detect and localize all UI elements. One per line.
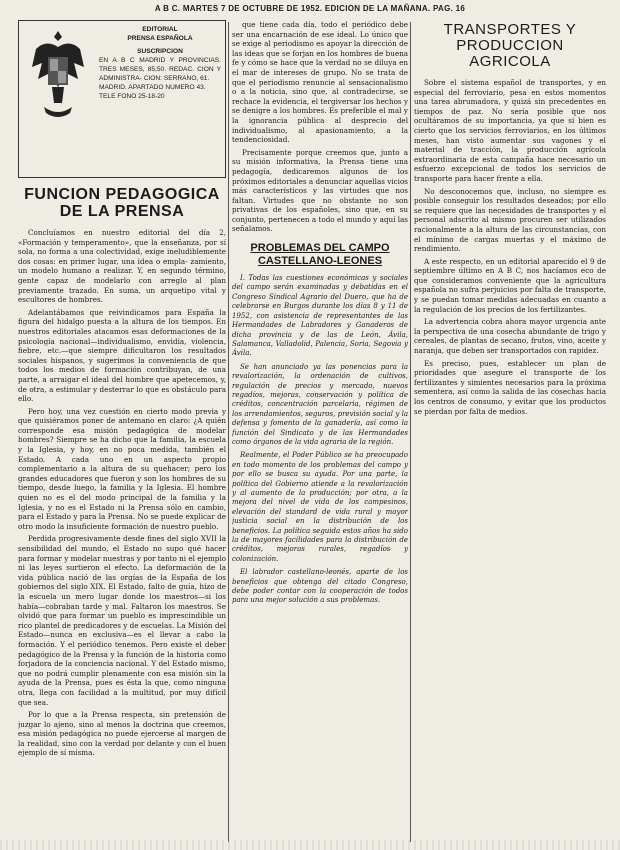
column-rule — [410, 22, 411, 842]
scan-edge — [0, 840, 620, 850]
paragraph: La advertencia cobra ahora mayor urgencia ante la perspectiva de una cosecha abundante de trigo y cereales, de plantas de secano, frutos, vino, aceite y naranja, que deben ser transportados con rapidez. — [414, 317, 606, 356]
paragraph: Es preciso, pues, establecer un plan de prioridades que asegure el transporte de los fertilizantes y simientes necesarios para la próxima sementera, así como la salida de las cosechas hacia los centros de consumo, y evitar que los productos se pierdan por falta de medios. — [414, 358, 606, 416]
masthead-line: EN A B C MADRID Y PROVINCIAS. TRES MESES, 85,50. REDAC. CION Y ADMINISTRA- CION: SERRANO, 61. — [99, 57, 221, 82]
paragraph: Por lo que a la Prensa respecta, sin pretensión de juzgar lo ajeno, sino al menos la doctrina que creemos, esa misión pedagógica no puede ejercerse al margen de la realidad, sino con la verdad por delante y con el buen ejemplo de sí misma. — [18, 710, 226, 758]
paragraph: Perdida progresivamente desde fines del siglo XVII la sensibilidad del mundo, el Estado no supo qué hacer para formar y modelar nuestras y por tanto ni el ejemplo ni las leyes surtieron el efecto. La deformación de la vida pública nació de las orgías de la España de los gobiernos del siglo XIX. El Estado, falto de guía, hizo de la escuela un mero lugar donde los maestros—si los había—cobraban tarde y mal. Faltaron los maestros. Se olvidó que para formar un pueblo es imprescindible un rico plantel de predicadores y de escuelas. La Misión del Estado—nunca en exclusiva—es el llevar a cabo la formación. Y el periódico tenemos. Pero existe el deber pedagógico de la Prensa y la función de la historia como forjadora de la conciencia nacional. Y del Estado mismo, que no podrá cumplir plenamente con esa misión sin la ayuda de la Prensa, pues es ésta la que, como ninguna otra, llega con facilidad a la multitud, por muy difícil que sea. — [18, 534, 226, 707]
headline-problemas-campo: PROBLEMAS DEL CAMPO CASTELLANO-LEONES — [250, 242, 390, 268]
paragraph: Adelantábamos que reivindicamos para España la figura del hidalgo puesta a la altura de los tiempos. En nuestros editoriales atacamos esas deformaciones de la psicología nacional—individualismo, envidia, violencia, fiebre, etc.—que siempre dificultaron los resultados sociales hispanos, y sugerimos la conveniencia de que todos los medios de formación contribuyan, de una parte, a arraigar el ideal del hombre que apetecemos, y, de otra, a estimular y desterrar lo que es obstáculo para ello. — [18, 307, 226, 404]
coat-of-arms-icon — [23, 25, 93, 125]
headline-transportes: TRANSPORTES Y PRODUCCION AGRICOLA — [443, 21, 577, 70]
column-left — [18, 20, 226, 761]
paragraph: A este respecto, en un editorial aparecido el 9 de septiembre último en A B C, nos hacíamos eco de que consideramos conveniente que la agricultura española no sufra perjuicios por falta de transporte, y se puedan tomar medidas adecuadas en cuanto a la regulación de los precios de los fertilizantes. — [414, 256, 606, 314]
column-right — [414, 20, 606, 419]
paragraph: Precisamente porque creemos que, junto a su misión informativa, la Prensa tiene una pedagogía, dedicaremos algunos de los próximos editoriales a denunciar aquellas vicios más característicos y las virtudes que nos faltan. Virtudes que no obstante no son privativas de los españoles, sino que, en su conjunto, pertenecen a todo el mundo y aquí las señalamos. — [232, 147, 408, 234]
masthead-text — [99, 25, 221, 173]
paragraph: Concluíamos en nuestro editorial del día 2, «Formación y temperamento», que la enseñanza, por sí sola, no forma a una colectividad, exige ineludiblemente dos cosas: en primer lugar, una idea o empla- zamiento, un modelo humano a realizar. Y, en segundo término, gente capaz de modelarlo con arreglo al plan previamente trazado. En suma, un arquetipo vital y escultores de hombres. — [18, 228, 226, 305]
paragraph: Sobre el sistema español de transportes, y en especial del ferroviario, pesa en estos momentos una tarea abrumadora, y quizá sin precedentes en tiempos de paz. No sería posible que nos ocultáramos de su importancia, ya que si bien es cierto que los servicios ferroviarios, en los últimos meses, han visto aumentar sus vagones y el material de tracción, la producción agrícola extraordinaria de esta campaña hace necesario un esfuerzo excepcional de todos los servicios de transporte para hacer frente a ella. — [414, 78, 606, 183]
paragraph: Pero hoy, una vez cuestión en cierto modo previa y que quisiéramos poner de antemano en claro: ¿A quién corresponde esa misión pedagógica de modelar hombres? Siempre se ha dicho que la familia, la escuela y la Iglesia, y hoy, en no poca medida, también el Estado. A cada uno en un aspecto propio complementario a la altura de su quehacer; pero los grandes educadores que fueron y son los hombres de su tiempo, desde luego, la familia y la Iglesia. El hombre quien no es el del modo principal de la familia y la Iglesia, y no es el Estado ni la Prensa sólo en cambio, para el Estado y para la Prensa. No se puede explicar de otro modo la insuficiente formación de nuestro pueblo. — [18, 406, 226, 531]
lead-paragraph: Se han anunciado ya las ponencias para la revalorización, la ordenación de cultivos, regulación de precios y mercado, nuevos regadíos, mejoras, conservación y política de créditos, concentración parcelaria, régimen de los arrendamientos, seguros, previsión social y la defensa y fomento de la ganadería, así como la función del Sindicato y de las Hermandades como órganos de la vida agraria de la región. — [232, 362, 408, 446]
column-middle — [232, 20, 408, 610]
lead-paragraph: I. Todas las cuestiones económicas y sociales del campo serán examinadas y debatidas en el Congreso Sindical Agrario del Duero, que ha de celebrarse en Burgos durante los días 8 y 11 de 1952, con asistencia de representantes de las Hermandades de Labradores y Ganaderos de dicha provincia y de las de León, Ávila, Salamanca, Valladolid, Palencia, Soria, Segovia y Ávila. — [232, 274, 408, 358]
column-rule — [228, 22, 229, 842]
lead-paragraph: Realmente, el Poder Público se ha preocupado en todo momento de los problemas del campo y por ello se busca su ayuda. Por una parte, la política del Gobierno atiende a la revalorización y al aumento de la producción; por otra, a la mejora del nivel de vida de los campesinos, elevación del standard de vida rural y mayor justicia social en la distribución de los beneficios. La política seguida estos años ha sido la de mayores facilidades para la distribución de créditos, mejoras rurales, regadíos y colonización. — [232, 451, 408, 563]
masthead-box — [18, 20, 226, 178]
masthead-line: SUSCRIPCION — [137, 48, 183, 55]
headline-funcion-pedagogica: FUNCION PEDAGOGICA DE LA PRENSA — [24, 186, 220, 220]
page-header: A B C. MARTES 7 DE OCTUBRE DE 1952. EDICION DE LA MAÑANA. PAG. 16 — [154, 4, 466, 13]
lead-paragraph: El labrador castellano-leonés, aparte de los beneficios que obtenga del citado Congreso, debe poder contar con la cooperación de todos para una mejor solución a sus problemas. — [232, 568, 408, 605]
masthead-line: MADRID. APARTADO NUMERO 43. TELE FONO 25-18-20 — [99, 84, 206, 100]
masthead-line: EDITORIAL — [142, 26, 178, 33]
paragraph: No desconocemos que, incluso, no siempre es posible conseguir los resultados deseados; por ello se requiere que las necesidades de transportes y el personal adscrito al mismo procuren ser utilizados racionalmente a la altura de las circunstancias, con el mínimo de cargas muertas y el máximo de rendimiento. — [414, 186, 606, 254]
paragraph: que tiene cada día, todo el periódico debe ser una encarnación de ese ideal. Lo único que se exige al periodismo es apoyar la dirección de las ideas que se forjan en los hombres de buena fe y cómo se hace que la verdad no se diluya en el mar de intereses de grupo. No se trata de que el periodismo renuncie al sensacionalismo o a la noticia, sino que, al contradecirse, se rechace la evidencia, el tergiversar los hechos y se denigre a los hombres. Es preferible el mal y la ignorancia pública al desprecio del individualismo, al apasionamiento, a la tendenciosidad. — [232, 20, 408, 145]
masthead-line: PRENSA ESPAÑOLA — [127, 35, 193, 42]
